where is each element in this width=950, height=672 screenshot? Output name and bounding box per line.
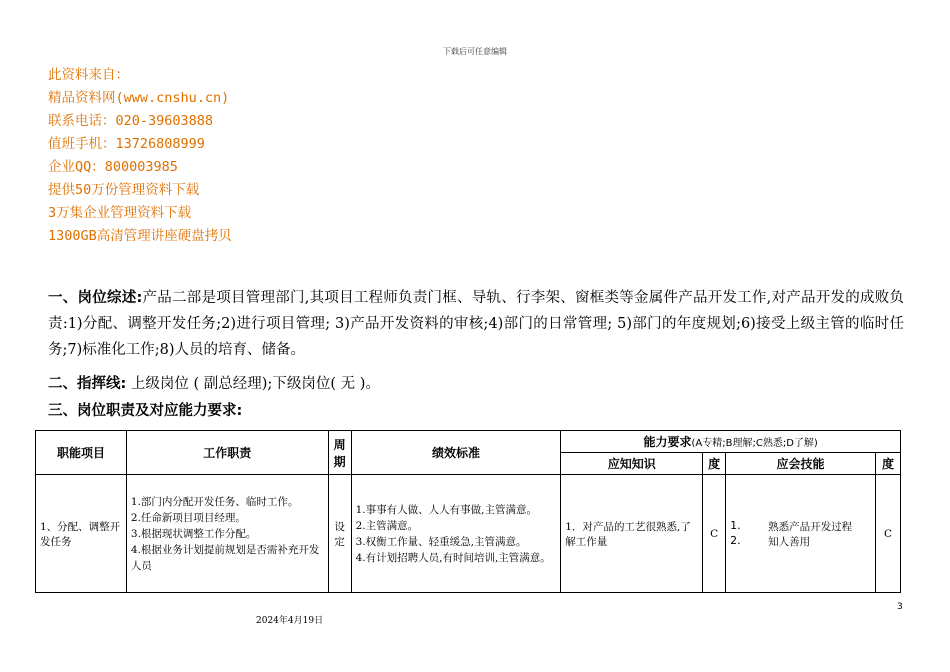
header-skill: 应会技能 — [726, 453, 876, 475]
duty-line: 2.任命新项目项目经理。 — [130, 511, 246, 524]
cell-degree: C — [875, 475, 900, 593]
page-header: 下载后可任意编辑 — [443, 47, 507, 56]
section-text: 上级岗位 ( 副总经理);下级岗位( 无 )。 — [126, 376, 380, 392]
cell-duties — [126, 475, 328, 593]
header-degree: 度 — [875, 453, 900, 475]
standard-line: 1.事事有人做、人人有事做,主管满意。 — [355, 503, 537, 516]
promo-line: 3万集企业管理资料下载 — [48, 205, 192, 221]
skill-text: 熟悉产品开发过程 — [768, 520, 853, 533]
promo-block — [48, 64, 232, 248]
section-text: 产品二部是项目管理部门,其项目工程师负责门框、导轨、行李架、窗框类等金属件产品开发工作,对产品开发的成败负责:1)分配、调整开发任务;2)进行项目管理; 3)产品开发资料的审核;4)部门的日常管理; 5)部门的年度规划;6)接受上级主管的临时任务;7)标准化工作;8)人员的培育、储备。 — [48, 290, 904, 358]
duty-line: 4.根据业务计划提前规划是否需补充开发人员 — [130, 543, 320, 572]
skill-number: 2. — [730, 533, 741, 547]
cell-skills — [726, 475, 876, 593]
section-overview — [48, 285, 904, 363]
duty-table — [35, 430, 901, 593]
cell-knowledge: 1．对产品的工艺很熟悉,了解工作量 — [561, 475, 703, 593]
cell-cycle: 设定 — [328, 475, 351, 593]
ability-note: (A专精;B理解;C熟悉;D了解) — [691, 438, 818, 449]
skill-item — [730, 519, 871, 534]
promo-line: 值班手机：13726808999 — [48, 136, 205, 152]
cell-item: 1、分配、调整开发任务 — [36, 475, 127, 593]
promo-line: 此资料来自： — [48, 67, 129, 83]
header-cycle: 周期 — [328, 431, 351, 475]
skill-number: 1. — [730, 518, 741, 532]
section-heading: 三、岗位职责及对应能力要求: — [48, 403, 243, 419]
promo-line: 企业QQ：800003985 — [48, 159, 178, 175]
footer-date: 2024年4月19日 — [256, 616, 324, 626]
skill-text: 知人善用 — [768, 535, 811, 548]
header-standard: 绩效标准 — [351, 431, 561, 475]
header-ability — [561, 431, 901, 453]
standard-line: 2.主管满意。 — [355, 519, 419, 532]
cell-standards — [351, 475, 561, 593]
skill-item — [730, 534, 871, 549]
header-duty: 工作职责 — [126, 431, 328, 475]
cell-degree: C — [703, 475, 726, 593]
promo-line: 联系电话：020-39603888 — [48, 113, 214, 129]
promo-line: 提供50万份管理资料下载 — [48, 182, 200, 198]
standard-line: 4.有计划招聘人员,有时间培训,主管满意。 — [355, 551, 551, 564]
duty-line: 1.部门内分配开发任务、临时工作。 — [130, 495, 299, 508]
section-heading: 二、指挥线: — [48, 376, 127, 392]
page-number: 3 — [897, 602, 903, 612]
duty-line: 3.根据现状调整工作分配。 — [130, 527, 257, 540]
section-command-line — [48, 371, 904, 397]
table-row — [36, 475, 901, 593]
header-item: 职能项目 — [36, 431, 127, 475]
ability-label: 能力要求 — [643, 435, 692, 449]
promo-line: 1300GB高清管理讲座硬盘拷贝 — [48, 228, 232, 244]
section-duties — [48, 398, 904, 424]
standard-line: 3.权衡工作量、轻重缓急,主管满意。 — [355, 535, 527, 548]
header-degree: 度 — [703, 453, 726, 475]
section-heading: 一、岗位综述: — [48, 290, 143, 306]
header-knowledge: 应知知识 — [561, 453, 703, 475]
promo-line: 精品资料网(www.cnshu.cn) — [48, 90, 230, 106]
